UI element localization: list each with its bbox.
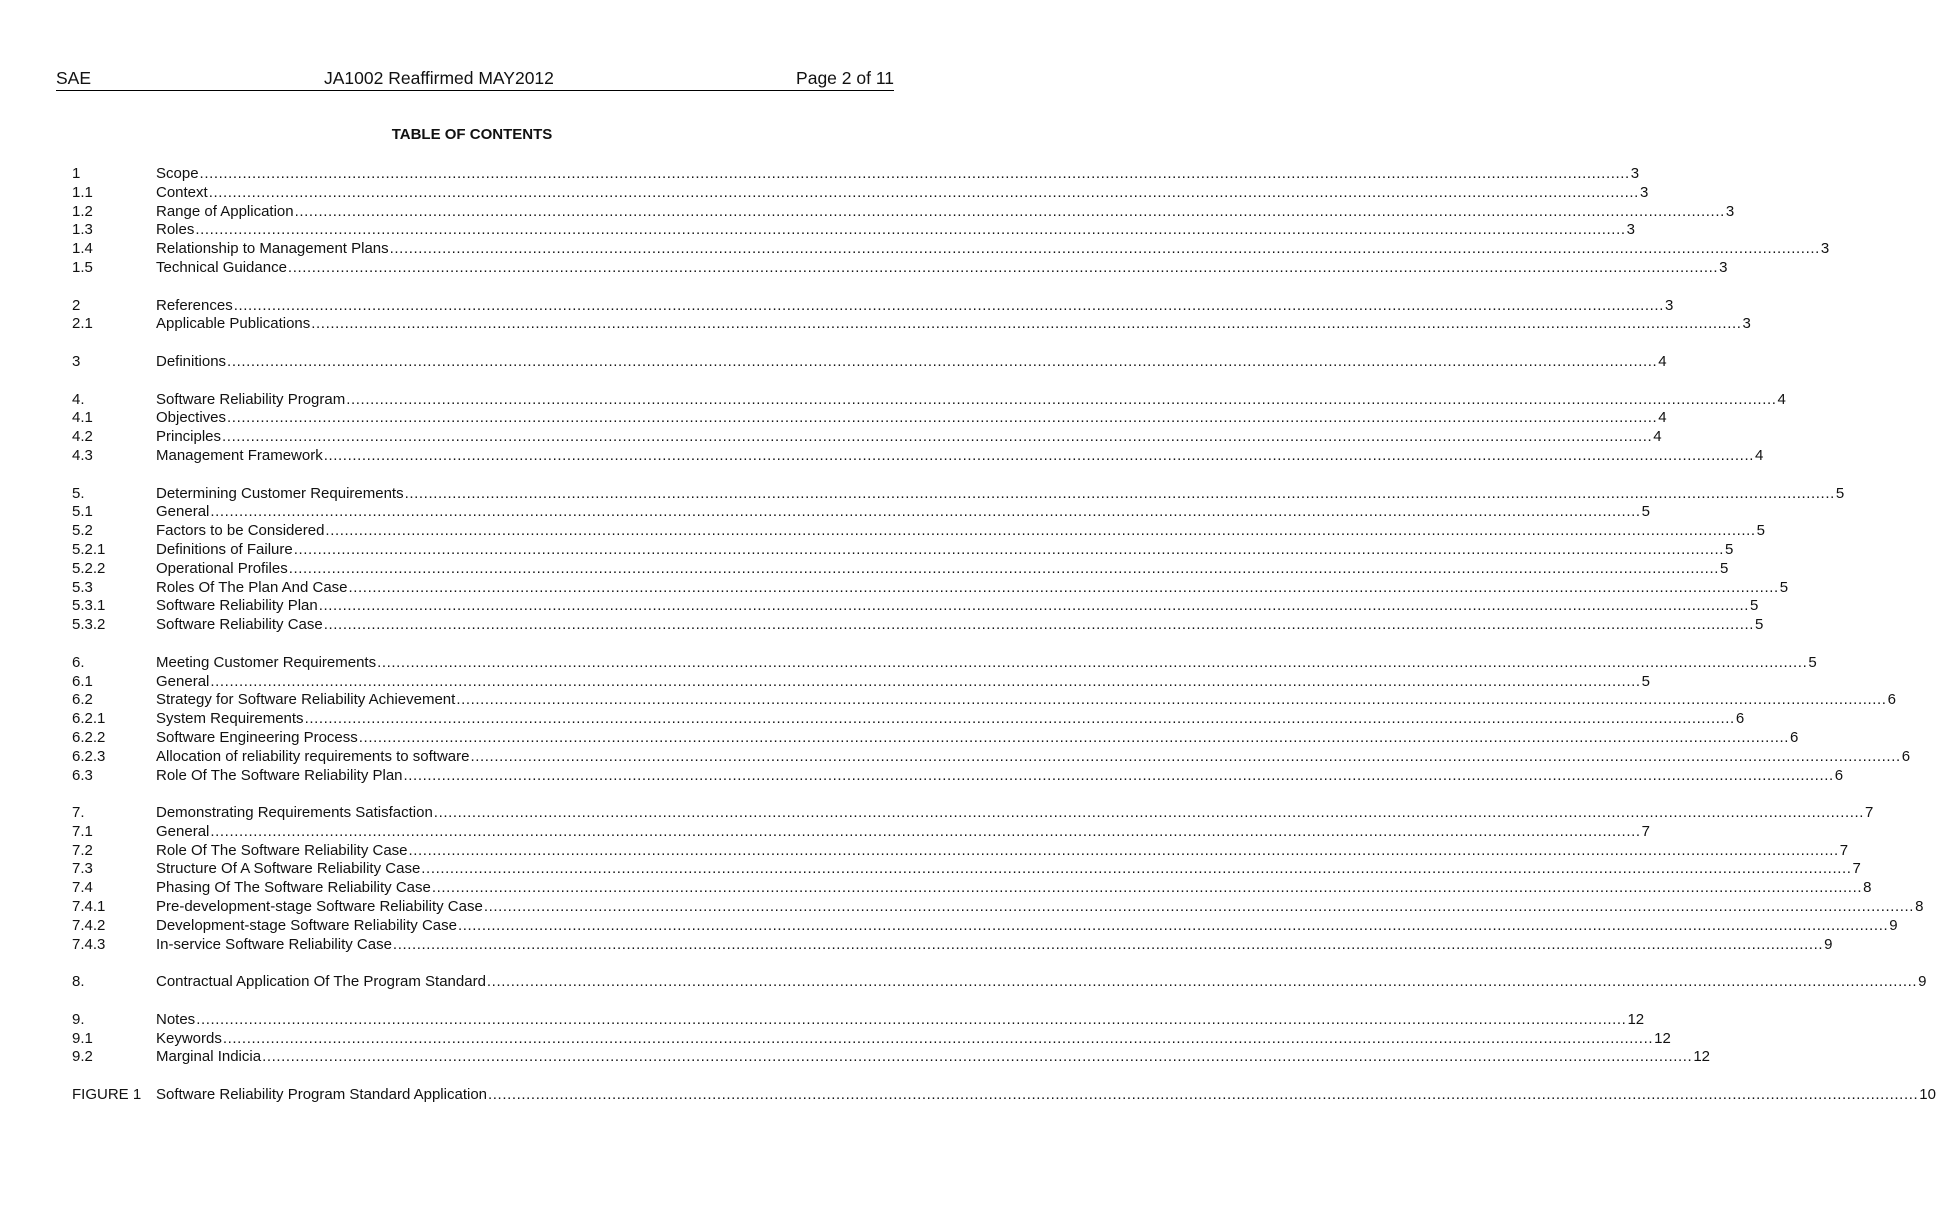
toc-entry-label: Software Engineering Process bbox=[156, 728, 358, 746]
toc-entry-page: 3 bbox=[1725, 202, 1735, 220]
toc-dot-leader: ............................................................................................................................................................................................................................................................................................................ bbox=[287, 258, 1719, 276]
toc-entry-label: Strategy for Software Reliability Achievement bbox=[156, 691, 456, 709]
toc-entry[interactable] bbox=[72, 916, 1898, 936]
toc-entry-label: In-service Software Reliability Case bbox=[156, 935, 392, 953]
toc-entry-label: General bbox=[156, 503, 210, 521]
toc-entry-label: Software Reliability Program bbox=[156, 390, 346, 408]
toc-entry[interactable] bbox=[72, 409, 1667, 428]
toc-dot-leader: ............................................................................................................................................................................................................................................................................................................ bbox=[262, 1048, 1693, 1066]
toc-entry-label: Pre-development-stage Software Reliability Case bbox=[156, 898, 483, 916]
toc-entry-number: 2.1 bbox=[72, 315, 93, 333]
toc-dot-leader: ............................................................................................................................................................................................................................................................................................................ bbox=[488, 1086, 1919, 1104]
toc-entry-page: 6 bbox=[1887, 691, 1896, 709]
toc-entry-page: 5 bbox=[1808, 653, 1817, 671]
toc-entry[interactable] bbox=[72, 841, 1849, 861]
toc-entry-number: 5.3 bbox=[72, 578, 93, 596]
toc-entry-label: Structure Of A Software Reliability Case bbox=[156, 860, 421, 878]
toc-dot-leader: ............................................................................................................................................................................................................................................................................................................ bbox=[403, 766, 1834, 784]
toc-entry[interactable] bbox=[72, 428, 1662, 447]
toc-entry-number: 1.1 bbox=[72, 183, 93, 201]
toc-entry-page: 7 bbox=[1641, 822, 1650, 840]
toc-entry-label: Management Framework bbox=[156, 446, 323, 464]
toc-entry[interactable] bbox=[72, 221, 1635, 240]
toc-entry-number: 5.2.2 bbox=[72, 559, 106, 577]
toc-entry-label: General bbox=[156, 672, 210, 690]
toc-entry-number: 9.2 bbox=[72, 1048, 93, 1066]
toc-entry-number: 9.1 bbox=[72, 1029, 93, 1047]
toc-entry-label: Notes bbox=[156, 1010, 196, 1028]
toc-entry-label: Software Reliability Case bbox=[156, 616, 323, 634]
toc-entry[interactable] bbox=[72, 540, 1734, 560]
toc-entry[interactable] bbox=[72, 1029, 1671, 1049]
toc-entry-number: 7.2 bbox=[72, 841, 93, 859]
toc-entry[interactable] bbox=[72, 860, 1861, 879]
toc-entry-number: 1 bbox=[72, 165, 81, 182]
toc-entry[interactable] bbox=[72, 202, 1735, 222]
toc-entry-label: Allocation of reliability requirements to software bbox=[156, 747, 470, 765]
toc-entry-number: 7.3 bbox=[72, 860, 93, 878]
toc-entry-label: Software Reliability Plan bbox=[156, 597, 318, 615]
toc-dot-leader: ............................................................................................................................................................................................................................................................................................................ bbox=[210, 503, 1641, 521]
toc-entry-number: FIGURE 1 bbox=[72, 1086, 142, 1104]
toc-entry-page: 5 bbox=[1641, 503, 1650, 521]
toc-entry-page: 6 bbox=[1901, 747, 1911, 765]
toc-entry-label: Roles bbox=[156, 221, 195, 239]
toc-entry-page: 3 bbox=[1664, 296, 1674, 314]
toc-dot-leader: ............................................................................................................................................................................................................................................................................................................ bbox=[222, 428, 1653, 446]
toc-entry-page: 6 bbox=[1790, 728, 1799, 746]
toc-entry-page: 12 bbox=[1627, 1010, 1645, 1028]
toc-dot-leader: ............................................................................................................................................................................................................................................................................................................ bbox=[304, 710, 1735, 728]
toc-entry[interactable] bbox=[72, 578, 1789, 598]
toc-entry-number: 7.4.3 bbox=[72, 935, 106, 953]
toc-entry-number: 1.5 bbox=[72, 258, 93, 276]
toc-dot-leader: ............................................................................................................................................................................................................................................................................................................ bbox=[323, 616, 1754, 634]
header-document-id: JA1002 Reaffirmed MAY2012 bbox=[324, 68, 554, 88]
toc-dot-leader: ............................................................................................................................................................................................................................................................................................................ bbox=[227, 352, 1658, 370]
toc-entry-label: Operational Profiles bbox=[156, 559, 288, 577]
toc-entry-page: 7 bbox=[1839, 841, 1849, 859]
toc-entry[interactable] bbox=[72, 804, 1874, 823]
toc-entry-label: Determining Customer Requirements bbox=[156, 484, 404, 502]
toc-entry-label: Technical Guidance bbox=[156, 258, 287, 276]
toc-entry-page: 5 bbox=[1750, 597, 1759, 615]
toc-entry[interactable] bbox=[72, 559, 1729, 579]
toc-dot-leader: ............................................................................................................................................................................................................................................................................................................ bbox=[433, 804, 1865, 822]
toc-dot-leader: ............................................................................................................................................................................................................................................................................................................ bbox=[389, 240, 1820, 258]
toc-entry[interactable] bbox=[72, 315, 1751, 334]
toc-entry-page: 5 bbox=[1756, 522, 1766, 540]
toc-dot-leader: ............................................................................................................................................................................................................................................................................................................ bbox=[227, 409, 1658, 427]
toc-entry[interactable] bbox=[72, 258, 1728, 278]
toc-entry-number: 1.2 bbox=[72, 202, 93, 220]
toc-entry-page: 4 bbox=[1777, 390, 1786, 408]
toc-entry-label: Marginal Indicia bbox=[156, 1048, 262, 1066]
toc-entry-number: 7.4.1 bbox=[72, 898, 106, 916]
toc-dot-leader: ............................................................................................................................................................................................................................................................................................................ bbox=[323, 446, 1754, 464]
toc-entry-number: 1.4 bbox=[72, 240, 93, 258]
toc-entry-label: Contractual Application Of The Program Standard bbox=[156, 973, 486, 991]
toc-entry-number: 7.4 bbox=[72, 879, 93, 897]
toc-dot-leader: ............................................................................................................................................................................................................................................................................................................ bbox=[288, 559, 1719, 577]
toc-entry-page: 3 bbox=[1630, 165, 1640, 182]
toc-entry-label: Objectives bbox=[156, 409, 227, 427]
toc-entry-label: Applicable Publications bbox=[156, 315, 311, 333]
toc-entry-label: References bbox=[156, 296, 233, 314]
toc-entry[interactable] bbox=[72, 597, 1759, 616]
toc-entry-label: Scope bbox=[156, 165, 199, 182]
toc-entry-page: 4 bbox=[1658, 409, 1667, 427]
toc-dot-leader: ............................................................................................................................................................................................................................................................................................................ bbox=[392, 935, 1824, 953]
toc-entry-label: Development-stage Software Reliability Case bbox=[156, 916, 457, 934]
toc-entry-page: 5 bbox=[1779, 578, 1789, 596]
toc-entry[interactable] bbox=[72, 484, 1845, 504]
page-header bbox=[56, 68, 894, 91]
toc-entry-label: Context bbox=[156, 183, 208, 201]
toc-entry-page: 6 bbox=[1735, 710, 1745, 728]
toc-entry-number: 5.2.1 bbox=[72, 540, 106, 558]
toc-dot-leader: ............................................................................................................................................................................................................................................................................................................ bbox=[404, 484, 1835, 502]
header-page-number: Page 2 of 11 bbox=[796, 68, 894, 88]
toc-dot-leader: ............................................................................................................................................................................................................................................................................................................ bbox=[196, 1010, 1627, 1028]
toc-dot-leader: ............................................................................................................................................................................................................................................................................................................ bbox=[208, 183, 1639, 201]
toc-entry-page: 4 bbox=[1754, 446, 1764, 464]
toc-entry-number: 6.2.2 bbox=[72, 728, 106, 746]
toc-dot-leader: ............................................................................................................................................................................................................................................................................................................ bbox=[293, 540, 1724, 558]
toc-dot-leader: ............................................................................................................................................................................................................................................................................................................ bbox=[210, 822, 1641, 840]
toc-entry[interactable] bbox=[72, 898, 1924, 917]
toc-entry-label: Definitions bbox=[156, 352, 227, 370]
toc-entry[interactable] bbox=[72, 352, 1667, 372]
toc-dot-leader: ............................................................................................................................................................................................................................................................................................................ bbox=[210, 672, 1641, 690]
toc-entry-label: Roles Of The Plan And Case bbox=[156, 578, 348, 596]
toc-dot-leader: ............................................................................................................................................................................................................................................................................................................ bbox=[199, 165, 1630, 182]
toc-entry-number: 6.2.1 bbox=[72, 710, 106, 728]
toc-entry-label: Relationship to Management Plans bbox=[156, 240, 389, 258]
toc-entry-number: 6. bbox=[72, 653, 85, 671]
toc-entry-page: 6 bbox=[1834, 766, 1844, 784]
toc-dot-leader: ............................................................................................................................................................................................................................................................................................................ bbox=[408, 841, 1839, 859]
toc-entry-number: 3 bbox=[72, 352, 81, 370]
toc-entry[interactable] bbox=[72, 822, 1650, 842]
toc-entry[interactable] bbox=[72, 240, 1830, 259]
toc-entry-page: 5 bbox=[1724, 540, 1734, 558]
toc-entry-label: System Requirements bbox=[156, 710, 304, 728]
toc-entry-page: 9 bbox=[1918, 973, 1927, 991]
toc-entry-number: 6.2.3 bbox=[72, 747, 106, 765]
toc-dot-leader: ............................................................................................................................................................................................................................................................................................................ bbox=[294, 202, 1725, 220]
toc-entry-page: 9 bbox=[1824, 935, 1833, 953]
toc-dot-leader: ............................................................................................................................................................................................................................................................................................................ bbox=[318, 597, 1749, 615]
toc-dot-leader: ............................................................................................................................................................................................................................................................................................................ bbox=[346, 390, 1777, 408]
toc-entry[interactable] bbox=[72, 879, 1872, 898]
toc-entry-page: 8 bbox=[1863, 879, 1872, 897]
toc-entry-page: 4 bbox=[1658, 352, 1667, 370]
toc-entry-page: 3 bbox=[1639, 183, 1649, 201]
toc-entry-page: 7 bbox=[1852, 860, 1861, 878]
toc-entry-number: 4.1 bbox=[72, 409, 93, 427]
toc-dot-leader: ............................................................................................................................................................................................................................................................................................................ bbox=[470, 747, 1901, 765]
toc-entry[interactable] bbox=[72, 1048, 1710, 1067]
toc-entry[interactable] bbox=[72, 747, 1911, 767]
table-of-contents bbox=[72, 165, 1936, 1105]
toc-entry-number: 4.3 bbox=[72, 446, 93, 464]
toc-entry-number: 4. bbox=[72, 390, 85, 408]
toc-entry-page: 3 bbox=[1820, 240, 1830, 258]
toc-dot-leader: ............................................................................................................................................................................................................................................................................................................ bbox=[311, 315, 1742, 333]
toc-entry[interactable] bbox=[72, 1086, 1936, 1105]
toc-entry[interactable] bbox=[72, 616, 1764, 635]
toc-entry-page: 4 bbox=[1653, 428, 1662, 446]
toc-entry[interactable] bbox=[72, 503, 1650, 522]
toc-entry-label: Principles bbox=[156, 428, 222, 446]
toc-entry[interactable] bbox=[72, 165, 1640, 184]
toc-dot-leader: ............................................................................................................................................................................................................................................................................................................ bbox=[195, 221, 1626, 239]
toc-entry[interactable] bbox=[72, 1010, 1645, 1030]
toc-entry-number: 5.2 bbox=[72, 522, 93, 540]
toc-entry-page: 9 bbox=[1889, 916, 1898, 934]
toc-entry-number: 8. bbox=[72, 973, 85, 991]
toc-entry[interactable] bbox=[72, 390, 1786, 410]
toc-dot-leader: ............................................................................................................................................................................................................................................................................................................ bbox=[421, 860, 1852, 878]
toc-entry-page: 12 bbox=[1693, 1048, 1710, 1066]
toc-entry-page: 8 bbox=[1915, 898, 1924, 916]
toc-entry[interactable] bbox=[72, 446, 1764, 466]
toc-entry-number: 7. bbox=[72, 804, 85, 822]
toc-entry-page: 5 bbox=[1719, 559, 1729, 577]
header-org: SAE bbox=[56, 68, 92, 88]
toc-entry[interactable] bbox=[72, 935, 1833, 955]
toc-entry[interactable] bbox=[72, 522, 1766, 541]
toc-dot-leader: ............................................................................................................................................................................................................................................................................................................ bbox=[377, 653, 1808, 671]
toc-entry-number: 5.1 bbox=[72, 503, 93, 521]
toc-entry[interactable] bbox=[72, 728, 1799, 748]
toc-entry-page: 12 bbox=[1654, 1029, 1671, 1047]
toc-entry-page: 10 bbox=[1919, 1086, 1936, 1104]
toc-entry-label: Software Reliability Program Standard Application bbox=[156, 1086, 488, 1104]
toc-dot-leader: ............................................................................................................................................................................................................................................................................................................ bbox=[233, 296, 1664, 314]
toc-entry-label: Meeting Customer Requirements bbox=[156, 653, 377, 671]
toc-entry[interactable] bbox=[72, 691, 1896, 710]
toc-entry-number: 4.2 bbox=[72, 428, 93, 446]
toc-entry-number: 5.3.2 bbox=[72, 616, 106, 634]
toc-entry[interactable] bbox=[72, 672, 1650, 692]
toc-entry-page: 3 bbox=[1719, 258, 1728, 276]
toc-entry[interactable] bbox=[72, 973, 1927, 992]
toc-entry-label: Range of Application bbox=[156, 202, 294, 220]
toc-dot-leader: ............................................................................................................................................................................................................................................................................................................ bbox=[325, 522, 1756, 540]
toc-entry-page: 3 bbox=[1742, 315, 1751, 333]
toc-entry-page: 5 bbox=[1755, 616, 1764, 634]
toc-entry-number: 6.1 bbox=[72, 672, 93, 690]
toc-dot-leader: ............................................................................................................................................................................................................................................................................................................ bbox=[431, 879, 1863, 897]
toc-dot-leader: ............................................................................................................................................................................................................................................................................................................ bbox=[456, 691, 1887, 709]
toc-entry-number: 1.3 bbox=[72, 221, 93, 239]
toc-dot-leader: ............................................................................................................................................................................................................................................................................................................ bbox=[457, 916, 1889, 934]
toc-entry-label: Role Of The Software Reliability Plan bbox=[156, 766, 403, 784]
toc-dot-leader: ............................................................................................................................................................................................................................................................................................................ bbox=[358, 728, 1790, 746]
toc-entry-number: 5.3.1 bbox=[72, 597, 106, 615]
toc-entry-label: Demonstrating Requirements Satisfaction bbox=[156, 804, 433, 822]
toc-entry-label: General bbox=[156, 822, 210, 840]
toc-entry-label: Keywords bbox=[156, 1029, 222, 1047]
toc-entry-number: 7.1 bbox=[72, 822, 93, 840]
toc-entry-label: Factors to be Considered bbox=[156, 522, 325, 540]
toc-entry-label: Definitions of Failure bbox=[156, 540, 293, 558]
toc-entry[interactable] bbox=[72, 710, 1745, 729]
toc-entry-page: 7 bbox=[1865, 804, 1874, 822]
toc-entry[interactable] bbox=[72, 766, 1844, 786]
toc-dot-leader: ............................................................................................................................................................................................................................................................................................................ bbox=[483, 898, 1915, 916]
toc-entry[interactable] bbox=[72, 183, 1649, 203]
toc-entry-label: Role Of The Software Reliability Case bbox=[156, 841, 408, 859]
toc-dot-leader: ............................................................................................................................................................................................................................................................................................................ bbox=[222, 1029, 1654, 1047]
toc-dot-leader: ............................................................................................................................................................................................................................................................................................................ bbox=[486, 973, 1918, 991]
toc-title: TABLE OF CONTENTS bbox=[391, 126, 553, 143]
toc-entry[interactable] bbox=[72, 653, 1817, 673]
toc-entry-number: 6.2 bbox=[72, 691, 93, 709]
toc-dot-leader: ............................................................................................................................................................................................................................................................................................................ bbox=[348, 578, 1779, 596]
toc-entry-page: 5 bbox=[1641, 672, 1650, 690]
toc-entry-number: 7.4.2 bbox=[72, 916, 106, 934]
toc-entry-number: 5. bbox=[72, 484, 85, 502]
toc-entry-number: 9. bbox=[72, 1010, 85, 1028]
toc-entry-number: 2 bbox=[72, 296, 81, 314]
toc-entry-label: Phasing Of The Software Reliability Case bbox=[156, 879, 431, 897]
toc-entry-page: 5 bbox=[1835, 484, 1845, 502]
toc-entry-number: 6.3 bbox=[72, 766, 93, 784]
toc-entry[interactable] bbox=[72, 296, 1674, 316]
toc-entry-page: 3 bbox=[1626, 221, 1635, 239]
